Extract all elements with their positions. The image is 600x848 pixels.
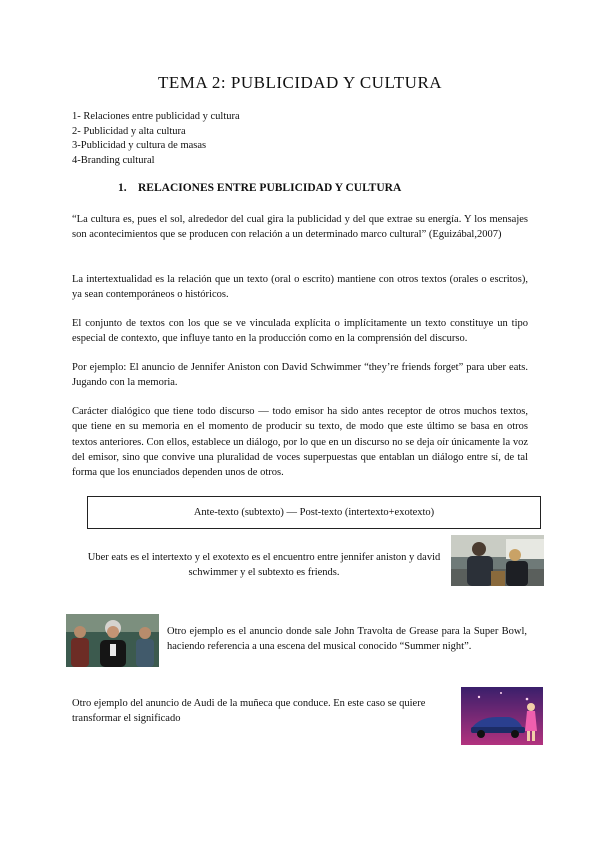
page-title: TEMA 2: PUBLICIDAD Y CULTURA — [157, 73, 443, 92]
toc-item: 2- Publicidad y alta cultura — [72, 125, 186, 137]
uber-ad-photo — [451, 535, 544, 586]
toc-item: 1- Relaciones entre publicidad y cultura — [72, 111, 240, 122]
section-heading — [118, 182, 401, 194]
intertextuality-paragraph: La intertextualidad es la relación que un texto (oral o escrito) mantiene con otros textos (orales o escritos), ya sean contemporáneos o históricos. — [72, 274, 528, 301]
context-paragraph: El conjunto de textos con los que se ve vinculada explícita o implícitamente un texto constituye un tipo especial de contexto, que influye tanto en la producción como en la comprensión del discurso. — [72, 318, 528, 345]
travolta-ad-photo — [66, 614, 159, 667]
section-title: RELACIONES ENTRE PUBLICIDAD Y CULTURA — [138, 182, 402, 194]
table-of-contents — [72, 110, 240, 168]
quote-paragraph: “La cultura es, pues el sol, alrededor del cual gira la publicidad y del que extrae su energía. Y los mensajes son acontecimientos que se producen con relación a un determinado marco cultural” (Eguizábal,2007) — [72, 214, 528, 241]
text-relation-label: Ante-texto (subtexto) — Post-texto (intertexto+exotexto) — [193, 507, 435, 518]
section-number: 1. — [118, 182, 127, 194]
audi-ad-photo — [461, 687, 543, 745]
audi-caption: Otro ejemplo del anuncio de Audi de la muñeca que conduce. En este caso se quiere transformar el significado — [72, 698, 426, 725]
example-paragraph: Por ejemplo: El anuncio de Jennifer Aniston con David Schwimmer “they’re friends forget” para uber eats. Jugando con la memoria. — [72, 362, 528, 389]
toc-item: 4-Branding cultural — [72, 154, 155, 166]
travolta-caption: Otro ejemplo es el anuncio donde sale John Travolta de Grease para la Super Bowl, haciendo referencia a una escena del musical conocido “Summer night”. — [167, 626, 527, 653]
toc-item: 3-Publicidad y cultura de masas — [72, 140, 207, 152]
dialogic-paragraph: Carácter dialógico que tiene todo discurso — todo emisor ha sido antes receptor de otros muchos textos, que tiene en su memoria en el momento de producir su texto, de modo que este último se basa en otros textos anteriores. Con ellos, establece un diálogo, por lo que en un discurso no se deja oír únicamente la voz del emisor, sino que convive una pluralidad de voces superpuestas que entablan un diálogo entre sí, de tal forma que los enunciados dependen unos de otros. — [72, 406, 528, 479]
uber-caption: Uber eats es el intertexto y el exotexto es el encuentro entre jennifer aniston y david schwimmer y el subtexto es friends. — [87, 552, 441, 579]
text-relation-box — [87, 496, 541, 529]
